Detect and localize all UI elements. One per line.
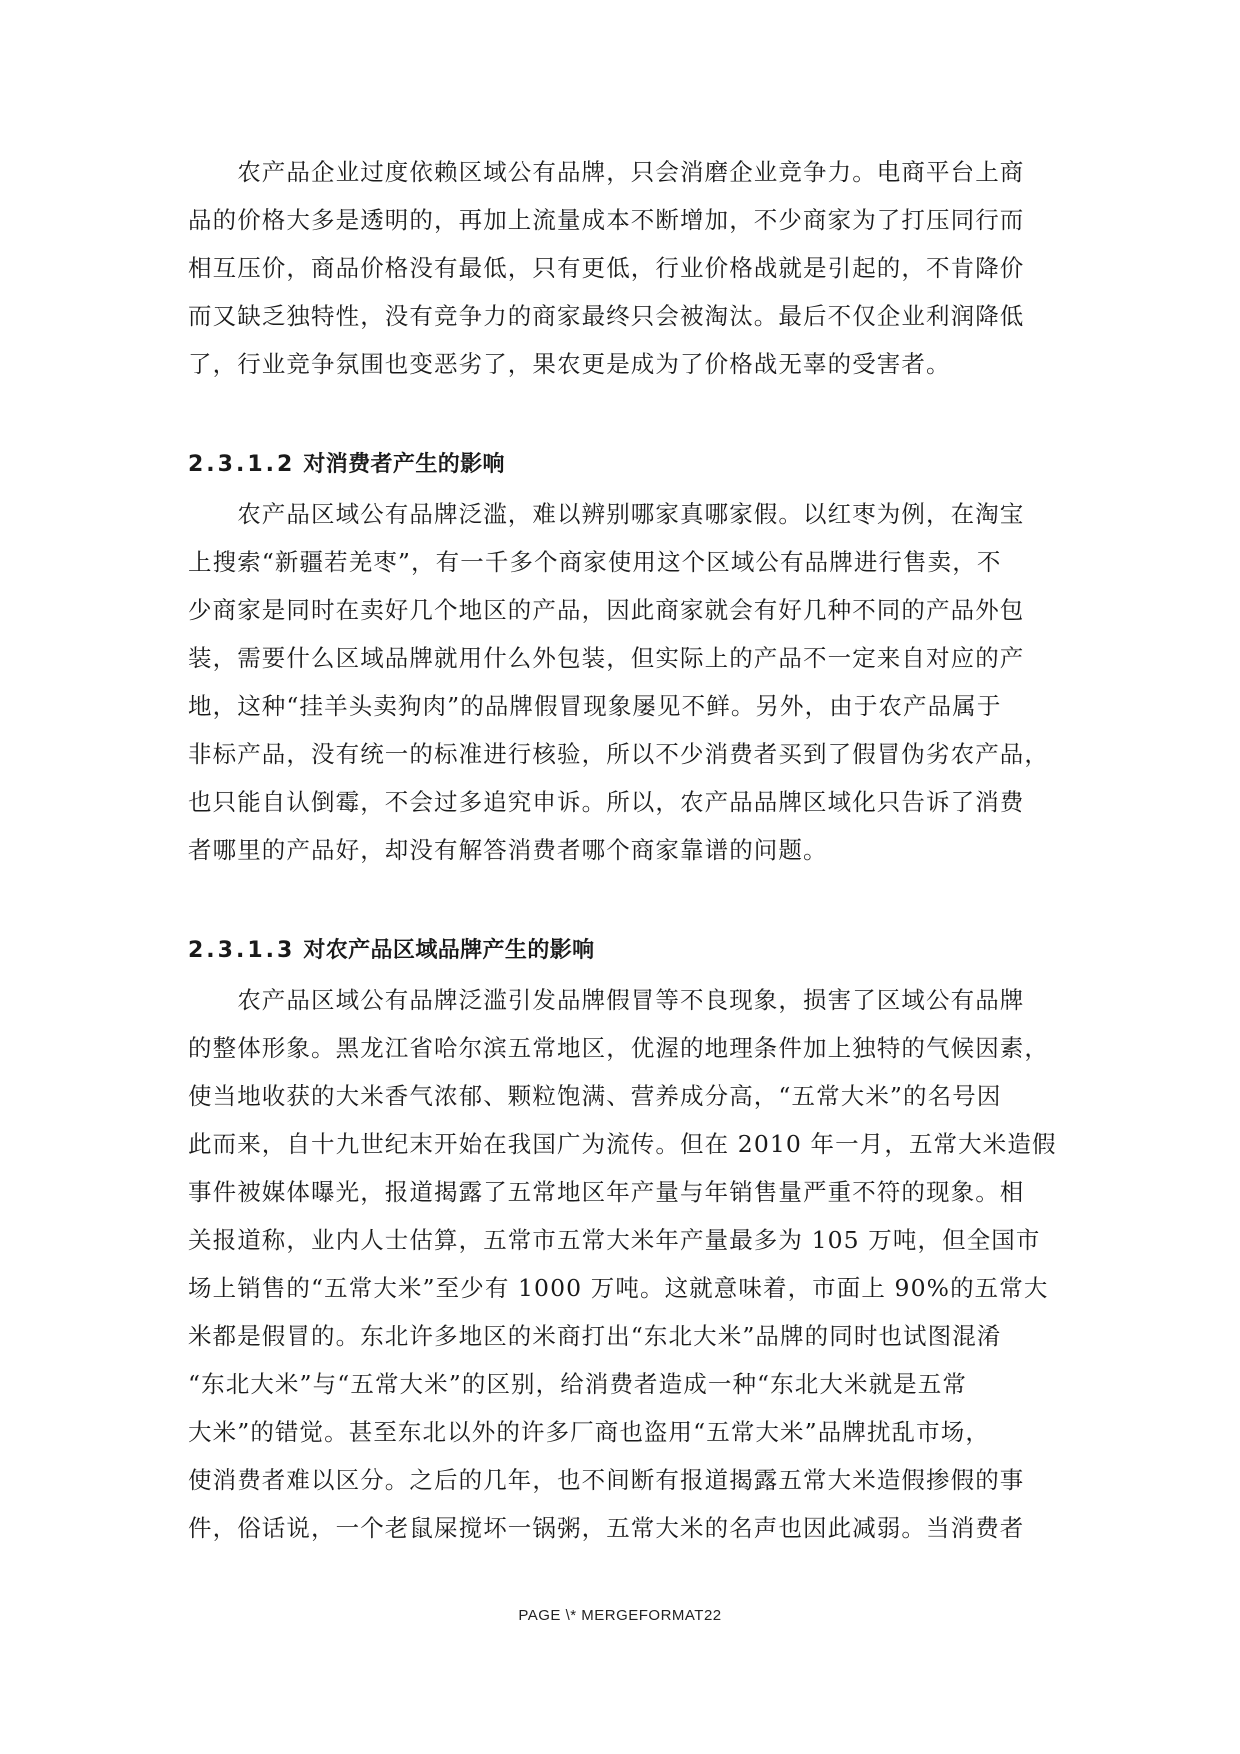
- paragraph-line: 上搜索“新疆若羌枣”，有一千多个商家使用这个区域公有品牌进行售卖，不: [188, 548, 1002, 576]
- paragraph-line: 地，这种“挂羊头卖狗肉”的品牌假冒现象屡见不鲜。另外，由于农产品属于: [188, 692, 1002, 720]
- paragraph-line: 农产品企业过度依赖区域公有品牌，只会消磨企业竞争力。电商平台上商: [188, 158, 1025, 186]
- paragraph-line: 使当地收获的大米香气浓郁、颗粒饱满、营养成分高，“五常大米”的名号因: [188, 1082, 1002, 1110]
- paragraph-line: 品的价格大多是透明的，再加上流量成本不断增加，不少商家为了打压同行而: [188, 206, 1025, 234]
- paragraph-line: 也只能自认倒霉，不会过多追究申诉。所以，农产品品牌区域化只告诉了消费: [188, 788, 1025, 816]
- section-heading-regional-brand: [188, 933, 595, 964]
- page-footer: PAGE \* MERGEFORMAT22: [518, 1607, 722, 1624]
- section-title: 对农产品区域品牌产生的影响: [303, 938, 595, 963]
- section-number: 2.3.1.3: [188, 938, 296, 963]
- paragraph-line: 装，需要什么区域品牌就用什么外包装，但实际上的产品不一定来自对应的产: [188, 644, 1025, 672]
- paragraph-line: 少商家是同时在卖好几个地区的产品，因此商家就会有好几种不同的产品外包: [188, 596, 1025, 624]
- paragraph-line: 而又缺乏独特性，没有竞争力的商家最终只会被淘汰。最后不仅企业利润降低: [188, 302, 1025, 330]
- paragraph-line: 相互压价，商品价格没有最低，只有更低，行业价格战就是引起的，不肯降价: [188, 254, 1025, 282]
- paragraph-line: 此而来，自十九世纪末开始在我国广为流传。但在 2010 年一月，五常大米造假: [188, 1130, 1057, 1158]
- paragraph-line: 者哪里的产品好，却没有解答消费者哪个商家靠谱的问题。: [188, 836, 828, 864]
- paragraph-line: 农产品区域公有品牌泛滥引发品牌假冒等不良现象，损害了区域公有品牌: [188, 986, 1025, 1014]
- paragraph-line: “东北大米”与“五常大米”的区别，给消费者造成一种“东北大米就是五常: [188, 1370, 967, 1398]
- section-title: 对消费者产生的影响: [303, 452, 505, 477]
- section-number: 2.3.1.2: [188, 452, 296, 477]
- paragraph-line: 米都是假冒的。东北许多地区的米商打出“东北大米”品牌的同时也试图混淆: [188, 1322, 1002, 1350]
- paragraph-line: 件，俗话说，一个老鼠屎搅坏一锅粥，五常大米的名声也因此减弱。当消费者: [188, 1514, 1025, 1542]
- paragraph-line: 场上销售的“五常大米”至少有 1000 万吨。这就意味着，市面上 90%的五常大: [188, 1274, 1049, 1302]
- paragraph-line: 使消费者难以区分。之后的几年，也不间断有报道揭露五常大米造假掺假的事: [188, 1466, 1025, 1494]
- paragraph-line: 的整体形象。黑龙江省哈尔滨五常地区，优渥的地理条件加上独特的气候因素，: [188, 1034, 1049, 1062]
- paragraph-line: 关报道称，业内人士估算，五常市五常大米年产量最多为 105 万吨，但全国市: [188, 1226, 1041, 1254]
- section-heading-consumers: [188, 447, 505, 478]
- paragraph-line: 了，行业竞争氛围也变恶劣了，果农更是成为了价格战无辜的受害者。: [188, 350, 951, 378]
- paragraph-line: 农产品区域公有品牌泛滥，难以辨别哪家真哪家假。以红枣为例，在淘宝: [188, 500, 1025, 528]
- paragraph-line: 大米”的错觉。甚至东北以外的许多厂商也盗用“五常大米”品牌扰乱市场，: [188, 1418, 990, 1446]
- paragraph-line: 事件被媒体曝光，报道揭露了五常地区年产量与年销售量严重不符的现象。相: [188, 1178, 1025, 1206]
- paragraph-line: 非标产品，没有统一的标准进行核验，所以不少消费者买到了假冒伪劣农产品，: [188, 740, 1049, 768]
